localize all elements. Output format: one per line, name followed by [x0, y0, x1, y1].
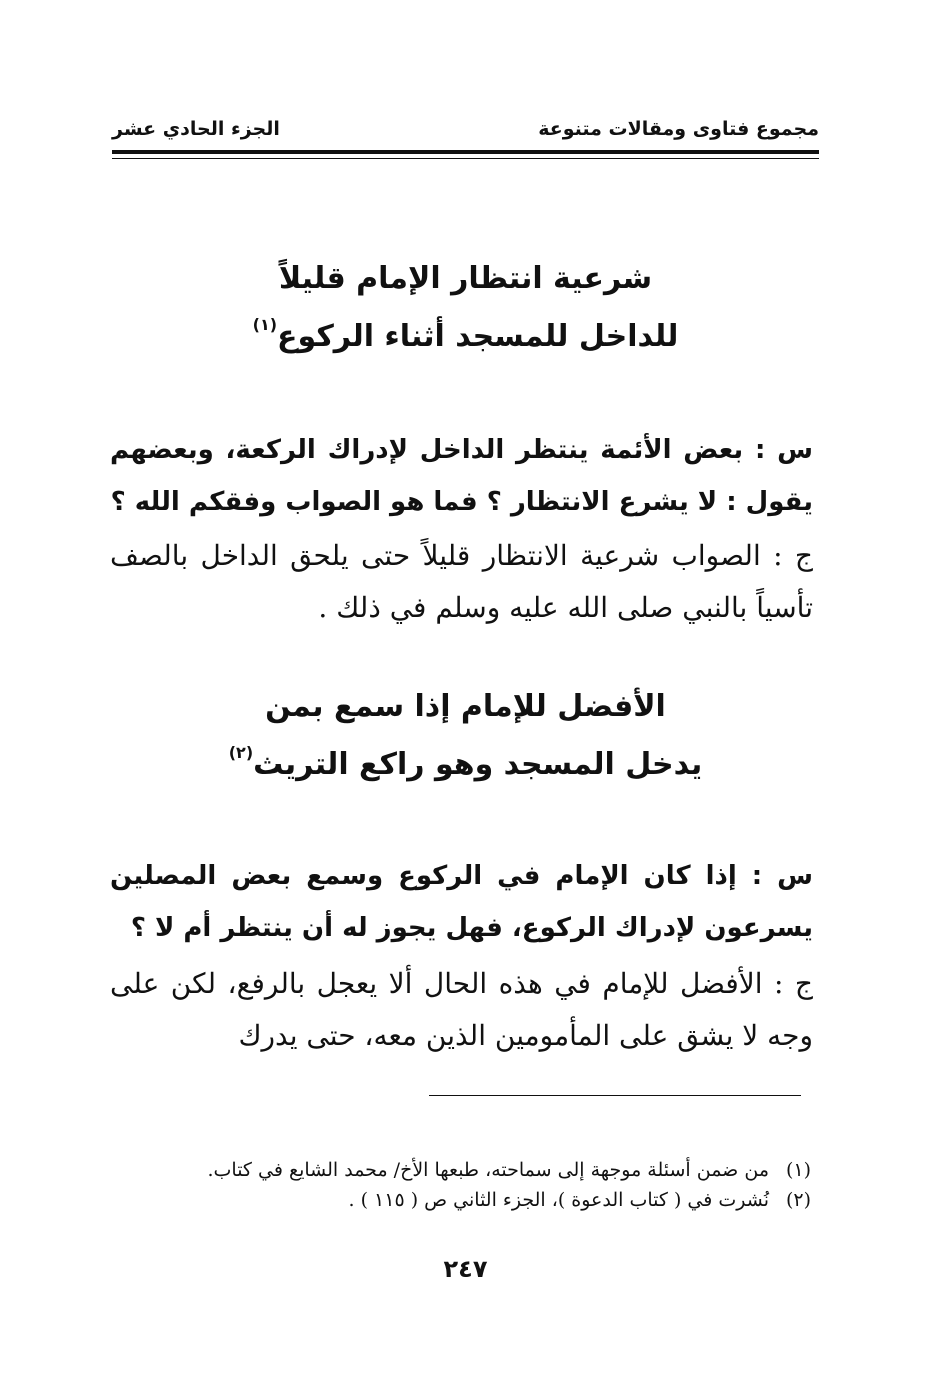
section-1-question: س : بعض الأئمة ينتظر الداخل لإدراك الركعة، وبعضهم يقول : لا يشرع الانتظار ؟ فما هو الصواب وفقكم الله ؟ [110, 435, 813, 517]
footnotes [110, 1155, 811, 1215]
section-1-title-line1: شرعية انتظار الإمام قليلاً [278, 261, 653, 296]
volume-label: الجزء الحادي عشر [112, 118, 280, 140]
section-1-title-line2 [100, 308, 831, 366]
section-2-answer: ج : الأفضل للإمام في هذه الحال ألا يعجل بالرفع، لكن على وجه لا يشق على المأمومين الذين معه، حتى يدرك [110, 967, 813, 1052]
book-title: مجموع فتاوى ومقالات متنوعة [538, 118, 819, 140]
footnote-separator [429, 1095, 801, 1096]
section-1-title-text: للداخل للمسجد أثناء الركوع [277, 319, 679, 354]
footnote-1-text: من ضمن أسئلة موجهة إلى سماحته، طبعها الأخ/ محمد الشايع في كتاب. [207, 1159, 769, 1181]
section-1-answer: ج : الصواب شرعية الانتظار قليلاً حتى يلحق الداخل بالصف تأسياً بالنبي صلى الله عليه وسلم في ذلك . [110, 539, 813, 624]
footnote-2-text: نُشرت في ( كتاب الدعوة )، الجزء الثاني ص ( ١١٥ ) . [348, 1189, 769, 1211]
page-number: ٢٤٧ [443, 1255, 488, 1283]
section-1-heading [100, 250, 831, 366]
footnote-ref-1[interactable]: (١) [252, 315, 278, 334]
header-rule-thick [112, 150, 819, 154]
section-2-title-line2 [100, 736, 831, 794]
footnote-2-number: (٢) [785, 1189, 811, 1211]
section-2-title-line1: الأفضل للإمام إذا سمع بمن [265, 689, 666, 724]
footnote-1-number: (١) [785, 1159, 811, 1181]
footnote-2 [110, 1185, 811, 1215]
footnote-1 [110, 1155, 811, 1185]
section-2-title-text: يدخل المسجد وهو راكع التريث [253, 747, 703, 782]
footnote-ref-2[interactable]: (٢) [228, 743, 254, 762]
section-2-question: س : إذا كان الإمام في الركوع وسمع بعض المصلين يسرعون لإدراك الركوع، فهل يجوز له أن ينتظر أم لا ؟ [110, 861, 813, 943]
section-2-heading [100, 678, 831, 794]
running-header [112, 118, 819, 148]
header-rule-thin [112, 158, 819, 159]
